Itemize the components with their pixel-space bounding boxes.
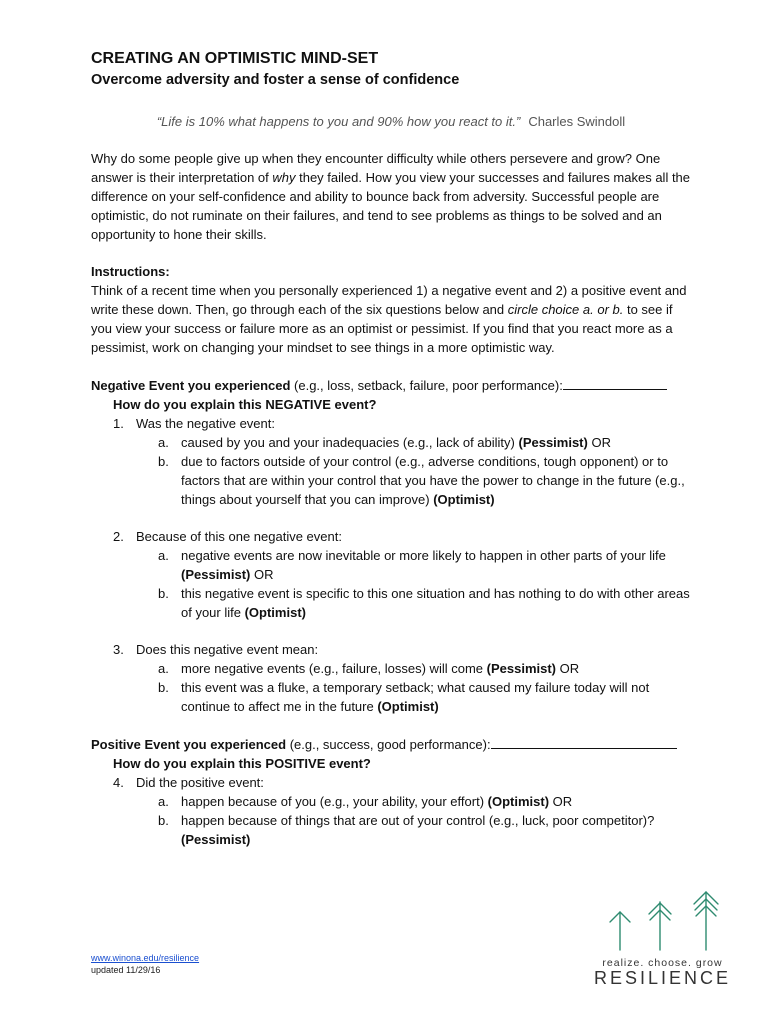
option-letter: a. [158,661,169,676]
intro-text-2: they failed. How you view your successes and failures makes all the difference on your self-confidence and ability to bounce back from adversity. Successful people are optimistic, do not ruminate on their failures, and tend to see problems as things to be solved and an opportunity to hone their skills. [91,170,691,242]
option-letter: b. [158,454,169,469]
option-text [181,678,691,716]
question-3-number: 3. [113,642,124,657]
option-text [181,433,691,452]
question-3-stem [113,640,691,659]
intro-text-1: Why do some people give up when they encounter difficulty while others persevere and grow? One answer is their interpretation of [91,151,661,185]
page-subtitle: Overcome adversity and foster a sense of confidence [91,72,460,88]
positive-question-4 [91,773,691,849]
negative-event-examples: (e.g., loss, setback, failure, poor performance): [290,378,563,393]
negative-event-label: Negative Event you experienced [91,378,291,393]
instructions-heading: Instructions: [91,264,170,279]
option-body: due to factors outside of your control (e.g., adverse conditions, tough opponent) or to factors that are within your control that you have the power to change in the future (e.g., things about yourself that you can improve) [181,454,685,507]
question-2-number: 2. [113,529,124,544]
page-title: CREATING AN OPTIMISTIC MIND-SET [91,50,379,67]
positive-event-examples: (e.g., success, good performance): [286,737,491,752]
option-letter: a. [158,435,169,450]
question-4-text: Did the positive event: [136,775,264,790]
question-2-stem [113,527,691,546]
instructions-emphasis: circle choice a. or b. [507,302,624,317]
negative-question-2 [91,527,691,622]
option-text [181,659,691,678]
option-body: happen because of things that are out of your control (e.g., luck, poor competitor)? [181,813,655,828]
negative-event-blank[interactable] [563,375,667,390]
option-tag: (Pessimist) [486,661,557,676]
question-3-text: Does this negative event mean: [136,642,319,657]
negative-event-line [91,375,691,395]
positive-event-blank[interactable] [491,734,677,749]
option-after: OR [250,567,274,582]
option-text [181,792,691,811]
option-body: more negative events (e.g., failure, losses) will come [181,661,487,676]
quote-text: “Life is 10% what happens to you and 90% how you react to it.” [156,114,521,129]
intro-paragraph [91,149,691,244]
arrows-icon [598,888,728,952]
quote-author: Charles Swindoll [528,114,626,129]
question-4-option-a[interactable] [158,792,691,811]
option-text [181,452,691,509]
option-text [181,584,691,622]
question-2-option-a[interactable] [158,546,691,584]
option-body: this event was a fluke, a temporary setback; what caused my failure today will not continue to affect me in the future [181,680,650,714]
option-letter: b. [158,680,169,695]
instructions-text-1: Think of a recent time when you personally experienced 1) a negative event and 2) a positive event and write these down. Then, go through each of the six questions below and [91,283,687,317]
negative-question-1 [91,414,691,509]
positive-explain-heading: How do you explain this POSITIVE event? [113,756,371,771]
option-body: this negative event is specific to this one situation and has nothing to do with other areas of your life [181,586,690,620]
question-4-number: 4. [113,775,124,790]
question-2-option-b[interactable] [158,584,691,622]
question-1-number: 1. [113,416,124,431]
option-tag: (Optimist) [487,794,550,809]
negative-explain-heading: How do you explain this NEGATIVE event? [113,397,377,412]
option-tag: (Optimist) [244,605,306,620]
option-tag: (Optimist) [433,492,495,507]
option-tag: (Pessimist) [518,435,588,450]
option-body: negative events are now inevitable or more likely to happen in other parts of your life [181,548,666,563]
option-letter: a. [158,548,169,563]
option-tag: (Pessimist) [181,832,251,847]
positive-event-line [91,734,691,754]
footer-updated: updated 11/29/16 [91,965,161,975]
question-1-option-b[interactable] [158,452,691,509]
option-after: OR [556,661,580,676]
option-body: happen because of you (e.g., your ability, your effort) [181,794,488,809]
question-1-text: Was the negative event: [136,416,275,431]
option-body: caused by you and your inadequacies (e.g., lack of ability) [181,435,519,450]
logo-brand: RESILIENCE [593,968,732,988]
option-letter: b. [158,586,169,601]
resilience-logo [590,888,735,998]
intro-emphasis: why [272,170,296,185]
option-after: OR [549,794,573,809]
quote [91,112,691,131]
question-3-option-a[interactable] [158,659,691,678]
positive-event-label: Positive Event you experienced [91,737,287,752]
option-tag: (Optimist) [377,699,439,714]
option-after: OR [587,435,611,450]
question-2-text: Because of this one negative event: [136,529,342,544]
instructions-text-2: to see if you view your success or failure more as an optimist or pessimist. If you find that you react more as a pessimist, work on changing your mindset to see things in a more optimistic way. [91,302,673,355]
question-4-option-b[interactable] [158,811,691,849]
question-3-option-b[interactable] [158,678,691,716]
option-text [181,546,691,584]
footer-link[interactable]: www.winona.edu/resilience [91,953,200,963]
option-letter: a. [158,794,169,809]
instructions-paragraph [91,281,691,357]
option-tag: (Pessimist) [181,567,251,582]
option-letter: b. [158,813,169,828]
question-1-option-a[interactable] [158,433,691,452]
negative-question-3 [91,640,691,716]
question-1-stem [113,414,691,433]
document-page [91,48,691,849]
logo-tagline: realize. choose. grow [602,957,723,969]
question-4-stem [113,773,691,792]
option-text [181,811,691,849]
